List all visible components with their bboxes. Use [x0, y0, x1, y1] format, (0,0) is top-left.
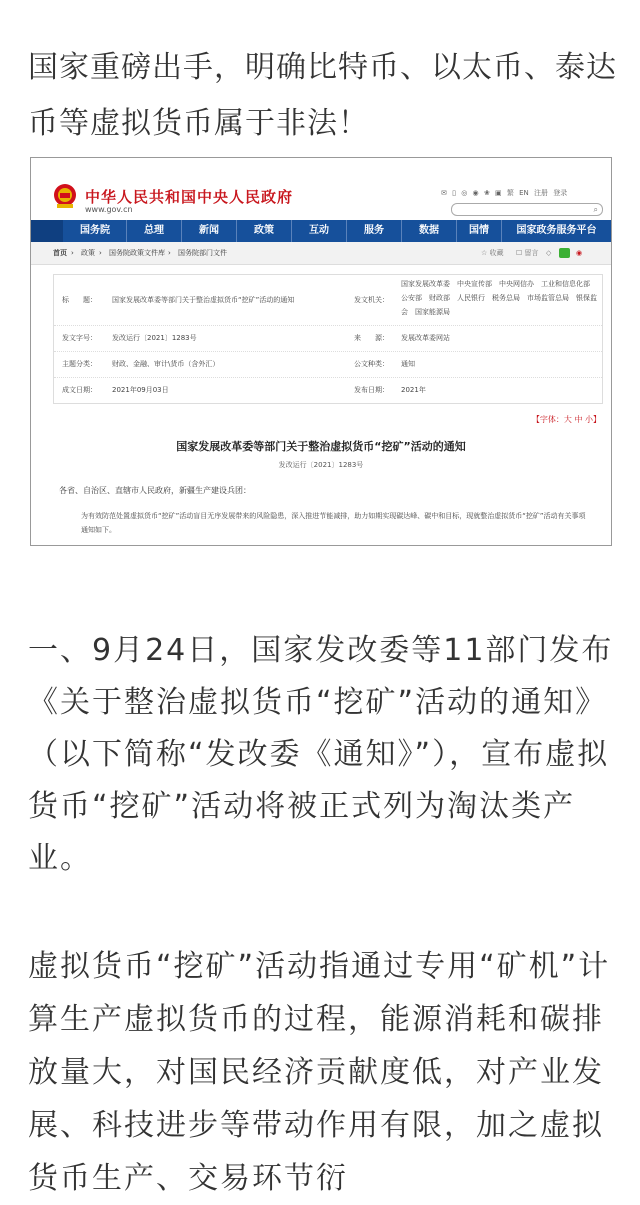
link-english[interactable]: EN	[519, 189, 529, 197]
breadcrumb-library[interactable]: 国务院政策文件库	[109, 249, 165, 257]
paragraph-one: 一、9月24日，国家发改委等11部门发布《关于整治虚拟货币“挖矿”活动的通知》（以下简称“发改委《通知》”），宣布虚拟货币“挖矿”活动将被正式列为淘汰类产业。	[28, 633, 614, 876]
nav-item-service-platform[interactable]: 国家政务服务平台	[516, 225, 597, 236]
weibo-share-icon[interactable]: ◉	[576, 249, 583, 257]
nav-item-interaction[interactable]: 互动	[292, 220, 347, 242]
wechat-icon[interactable]: ❀	[483, 189, 490, 197]
meta-source-value: 发展改革委网站	[401, 334, 450, 342]
meta-issuer-line-3: 会 国家能源局	[401, 308, 450, 316]
document-meta-table	[53, 274, 603, 404]
meta-topic-value: 财政、金融、审计\货币（含外汇）	[112, 360, 220, 368]
meta-date-value: 2021年09月03日	[112, 386, 169, 394]
meta-issuer-label: 发文机关：	[354, 296, 389, 304]
wechat-share-icon[interactable]	[559, 248, 570, 258]
meta-date-label: 成文日期：	[62, 386, 97, 394]
meta-title-value: 国家发展改革委等部门关于整治虚拟货币“挖矿”活动的通知	[112, 296, 295, 304]
breadcrumb-policy[interactable]: 政策	[81, 249, 95, 257]
meta-source-label: 来 源：	[354, 334, 389, 342]
meta-issuer-line-1: 国家发展改革委 中央宣传部 中央网信办 工业和信息化部	[401, 280, 590, 288]
mobile-icon[interactable]: ▯	[452, 189, 456, 197]
paragraph-two: 虚拟货币“挖矿”活动指通过专用“矿机”计算生产虚拟货币的过程，能源消耗和碳排放量大，对国民经济贡献度低，对产业发展、科技进步等带动作用有限，加之虚拟货币生产、交易环节衍	[28, 949, 611, 1196]
nav-item-data[interactable]: 数据	[402, 220, 457, 242]
document-addressee: 各省、自治区、直辖市人民政府，新疆生产建设兵团：	[59, 486, 251, 495]
document-number: 发改运行〔2021〕1283号	[278, 461, 364, 469]
meta-pubdate-value: 2021年	[401, 386, 426, 394]
nav-item-news[interactable]: 新闻	[182, 220, 237, 242]
site-name[interactable]: 中华人民共和国中央人民政府	[85, 188, 294, 206]
mail-icon[interactable]: ✉	[441, 189, 447, 197]
link-login[interactable]: 登录	[553, 189, 568, 197]
nav-item-services[interactable]: 服务	[347, 220, 402, 242]
nav-item-policy[interactable]: 政策	[237, 220, 292, 242]
meta-topic-label: 主题分类：	[62, 360, 97, 368]
link-traditional[interactable]: 繁	[506, 189, 514, 197]
nav-item-national[interactable]: 国情	[457, 220, 502, 242]
search-icon[interactable]: ⌕	[593, 205, 598, 214]
site-search-input[interactable]	[451, 203, 603, 216]
meta-genre-value: 通知	[401, 360, 415, 368]
breadcrumb: 首页 › 政策 › 国务院政策文件库 › 国务院部门文件 ☆ 收藏 ☐ 留言 ◇ ◉	[31, 242, 611, 265]
breadcrumb-home[interactable]: 首页	[53, 249, 67, 257]
document-title: 国家发展改革委等部门关于整治虚拟货币“挖矿”活动的通知	[176, 440, 466, 453]
home-icon[interactable]	[31, 220, 63, 242]
weibo-icon[interactable]: ◉	[472, 189, 479, 197]
top-links	[441, 188, 570, 198]
comment-button[interactable]: ☐ 留言	[516, 249, 539, 257]
nav-item-state-council[interactable]: 国务院	[64, 220, 127, 242]
meta-pubdate-label: 发布日期：	[354, 386, 389, 394]
favorite-button[interactable]: ☆ 收藏	[481, 249, 504, 257]
nav-item-premier[interactable]: 总理	[127, 220, 182, 242]
meta-docno-value: 发改运行〔2021〕1283号	[112, 334, 197, 342]
link-register[interactable]: 注册	[534, 189, 548, 197]
gov-site-screenshot	[30, 157, 612, 546]
meta-docno-label: 发文字号：	[62, 334, 97, 342]
app-icon[interactable]: ◎	[461, 189, 468, 197]
site-header	[31, 158, 611, 220]
meta-issuer-line-2: 公安部 财政部 人民银行 税务总局 市场监管总局 银保监	[401, 294, 597, 302]
font-size-control[interactable]: 【字体：大 中 小】	[531, 415, 601, 424]
meta-title-label: 标 题：	[62, 296, 97, 304]
intro-paragraph: 国家重磅出手，明确比特币、以太币、泰达币等虚拟货币属于非法！	[28, 50, 617, 141]
main-nav	[31, 220, 611, 242]
meta-genre-label: 公文种类：	[354, 360, 389, 368]
document-body: 为有效防范处置虚拟货币“挖矿”活动盲目无序发展带来的风险隐患，深入推进节能减排，助力如期实现碳达峰、碳中和目标，现就整治虚拟货币“挖矿”活动有关事项通知如下。	[81, 512, 586, 534]
breadcrumb-dept-docs[interactable]: 国务院部门文件	[178, 249, 227, 257]
share-icon[interactable]: ◇	[546, 249, 552, 257]
qr-icon[interactable]: ▣	[495, 189, 502, 197]
site-url: www.gov.cn	[85, 205, 133, 214]
national-emblem-icon	[53, 183, 77, 209]
